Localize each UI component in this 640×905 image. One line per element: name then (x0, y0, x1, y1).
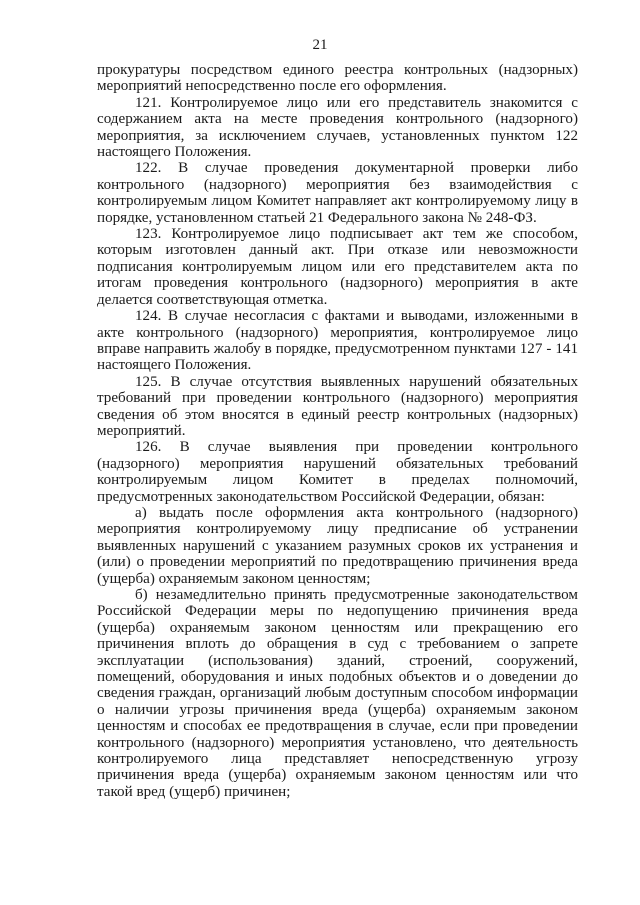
paragraph-126-b: б) незамедлительно принять предусмотренные законодательством Российской Федерации меры по недопущению причинения вреда (ущерба) охраняемым законом ценностям или прекращению его причинения вплоть до обращения в суд с требованием о запрете эксплуатации (использования) зданий, строений, сооружений, помещений, оборудования и иных подобных объектов и о доведении до сведения граждан, организаций любым доступным способом информации о наличии угрозы причинения вреда (ущерба) охраняемым законом ценностям и способах ее предотвращения в случае, если при проведении контрольного (надзорного) мероприятия установлено, что деятельность контролируемого лица представляет непосредственную угрозу причинения вреда (ущерба) охраняемым законом ценностям или что такой вред (ущерб) причинен; (97, 587, 578, 800)
paragraph-126: 126. В случае выявления при проведении контрольного (надзорного) мероприятия нарушений обязательных требований контролируемым лицом Комитет в пределах полномочий, предусмотренных законодательством Российской Федерации, обязан: (97, 439, 578, 505)
page-number: 21 (312, 37, 328, 53)
paragraph-continuation: прокуратуры посредством единого реестра контрольных (надзорных) мероприятий непосредственно после его оформления. (97, 62, 578, 95)
document-body (97, 62, 578, 800)
paragraph-124: 124. В случае несогласия с фактами и выводами, изложенными в акте контрольного (надзорного) мероприятия, контролируемое лицо вправе направить жалобу в порядке, предусмотренном пунктами 127 - 141 настоящего Положения. (97, 308, 578, 374)
paragraph-125: 125. В случае отсутствия выявленных нарушений обязательных требований при проведении контрольного (надзорного) мероприятия сведения об этом вносятся в единый реестр контрольных (надзорных) мероприятий. (97, 373, 578, 439)
paragraph-121: 121. Контролируемое лицо или его представитель знакомится с содержанием акта на месте проведения контрольного (надзорного) мероприятия, за исключением случаев, установленных пунктом 122 настоящего Положения. (97, 94, 578, 161)
paragraph-122: 122. В случае проведения документарной проверки либо контрольного (надзорного) мероприятия без взаимодействия с контролируемым лицом Комитет направляет акт контролируемому лицу в порядке, установленном статьей 21 Федерального закона № 248-ФЗ. (97, 160, 578, 226)
paragraph-126-a: а) выдать после оформления акта контрольного (надзорного) мероприятия контролируемому лицу предписание об устранении выявленных нарушений с указанием разумных сроков их устранения и (или) о проведении мероприятий по предотвращению причинения вреда (ущерба) охраняемым законом ценностям; (97, 504, 578, 587)
paragraph-123: 123. Контролируемое лицо подписывает акт тем же способом, которым изготовлен данный акт. При отказе или невозможности подписания контролируемым лицом или его представителем акта по итогам проведения контрольного (надзорного) мероприятия в акте делается соответствующая отметка. (97, 226, 578, 308)
